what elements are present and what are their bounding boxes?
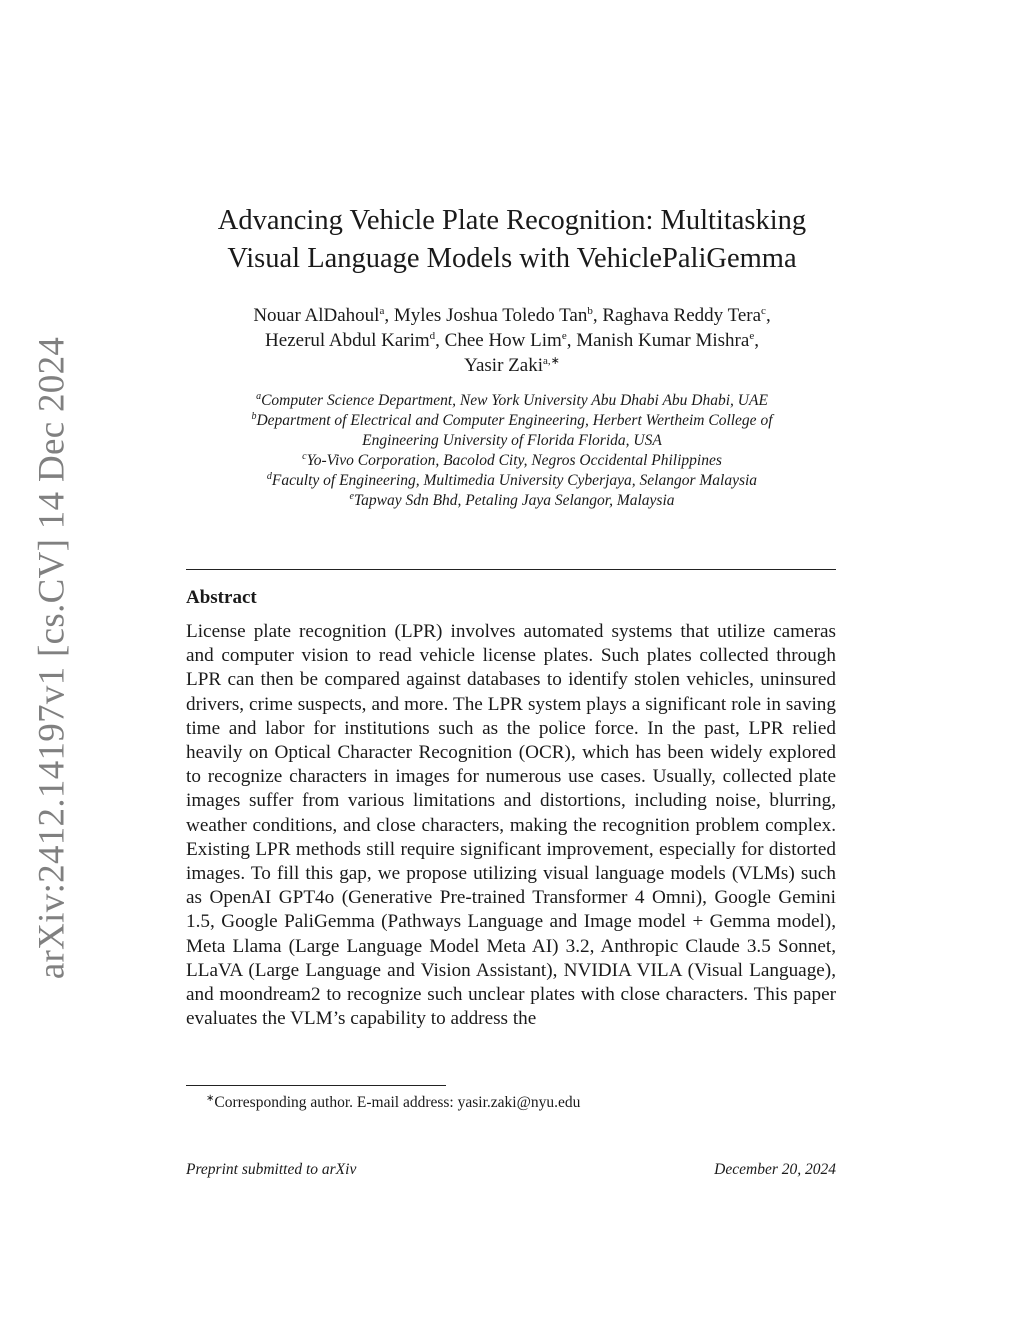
affiliation: $^d$Faculty of Engineering, Multimedia University Cyberjaya, Selangor Malaysia bbox=[266, 471, 758, 489]
title-line-2: Visual Language Models with VehiclePaliGemma bbox=[227, 243, 797, 274]
paper-title bbox=[180, 202, 844, 278]
abstract-body: License plate recognition (LPR) involves automated systems that utilize cameras and computer vision to read vehicle license plates. Such plates collected through LPR can then be compared against databases to identify stolen vehicles, uninsured drivers, crime suspects, and more. The LPR system plays a significant role in saving time and labor for institutions such as the police force. In the past, LPR relied heavily on Optical Character Recognition (OCR), which has been widely explored to recognize characters in images for numerous use cases. Usually, collected plate images suffer from various limitations and distortions, including noise, blurring, weather conditions, and close characters, making the recognition problem complex. Existing LPR methods still require significant improvement, especially for distorted images. To fill this gap, we propose utilizing visual language models (VLMs) such as OpenAI GPT4o (Generative Pre-trained Transformer 4 Omni), Google Gemini 1.5, Google PaliGemma (Pathways Language and Image model + Gemma model), Meta Llama (Large Language Model Meta AI) 3.2, Anthropic Claude 3.5 Sonnet, LLaVA (Large Language and Vision Assistant), NVIDIA VILA (Visual Language), and moondream2 to recognize such unclear plates with close characters. This paper evaluates the VLM’s capability to address the bbox=[186, 621, 836, 1030]
abstract-top-rule bbox=[186, 569, 836, 570]
footnote-marker: ∗ bbox=[206, 1093, 215, 1104]
author: Hezerul Abdul Karim$^d$, bbox=[265, 330, 445, 351]
author: Chee How Lim$^e$, bbox=[444, 330, 577, 351]
footer-preprint-note: Preprint submitted to arXiv bbox=[186, 1161, 357, 1178]
footnote-rule bbox=[186, 1085, 446, 1086]
affiliation: $^c$Yo-Vivo Corporation, Bacolod City, Negros Occidental Philippines bbox=[302, 451, 722, 469]
author: Yasir Zaki$^{a,∗}$ bbox=[464, 355, 560, 376]
author: Myles Joshua Toledo Tan$^b$, bbox=[393, 305, 603, 326]
affiliation: $^e$Tapway Sdn Bhd, Petaling Jaya Selangor, Malaysia bbox=[349, 491, 675, 509]
abstract-heading: Abstract bbox=[186, 587, 257, 608]
author-list bbox=[180, 303, 844, 378]
affiliation: $^a$Computer Science Department, New York University Abu Dhabi Abu Dhabi, UAE bbox=[256, 391, 768, 409]
arxiv-identifier-stamp: arXiv:2412.14197v1 [cs.CV] 14 Dec 2024 bbox=[31, 336, 73, 980]
footer-date: December 20, 2024 bbox=[714, 1161, 836, 1178]
affiliation: $^b$Department of Electrical and Computer Engineering, Herbert Wertheim College of Engineering University of Florida Florida, USA bbox=[251, 411, 773, 449]
affiliation-list bbox=[180, 391, 844, 511]
corresponding-author-footnote bbox=[206, 1093, 580, 1113]
footnote-text: Corresponding author. E-mail address: yasir.zaki@nyu.edu bbox=[214, 1094, 581, 1111]
author: Raghava Reddy Tera$^c$, bbox=[602, 305, 771, 326]
title-line-1: Advancing Vehicle Plate Recognition: Multitasking bbox=[217, 205, 807, 236]
author: Nouar AlDahoul$^a$, bbox=[253, 305, 394, 326]
author: Manish Kumar Mishra$^e$, bbox=[576, 330, 759, 351]
